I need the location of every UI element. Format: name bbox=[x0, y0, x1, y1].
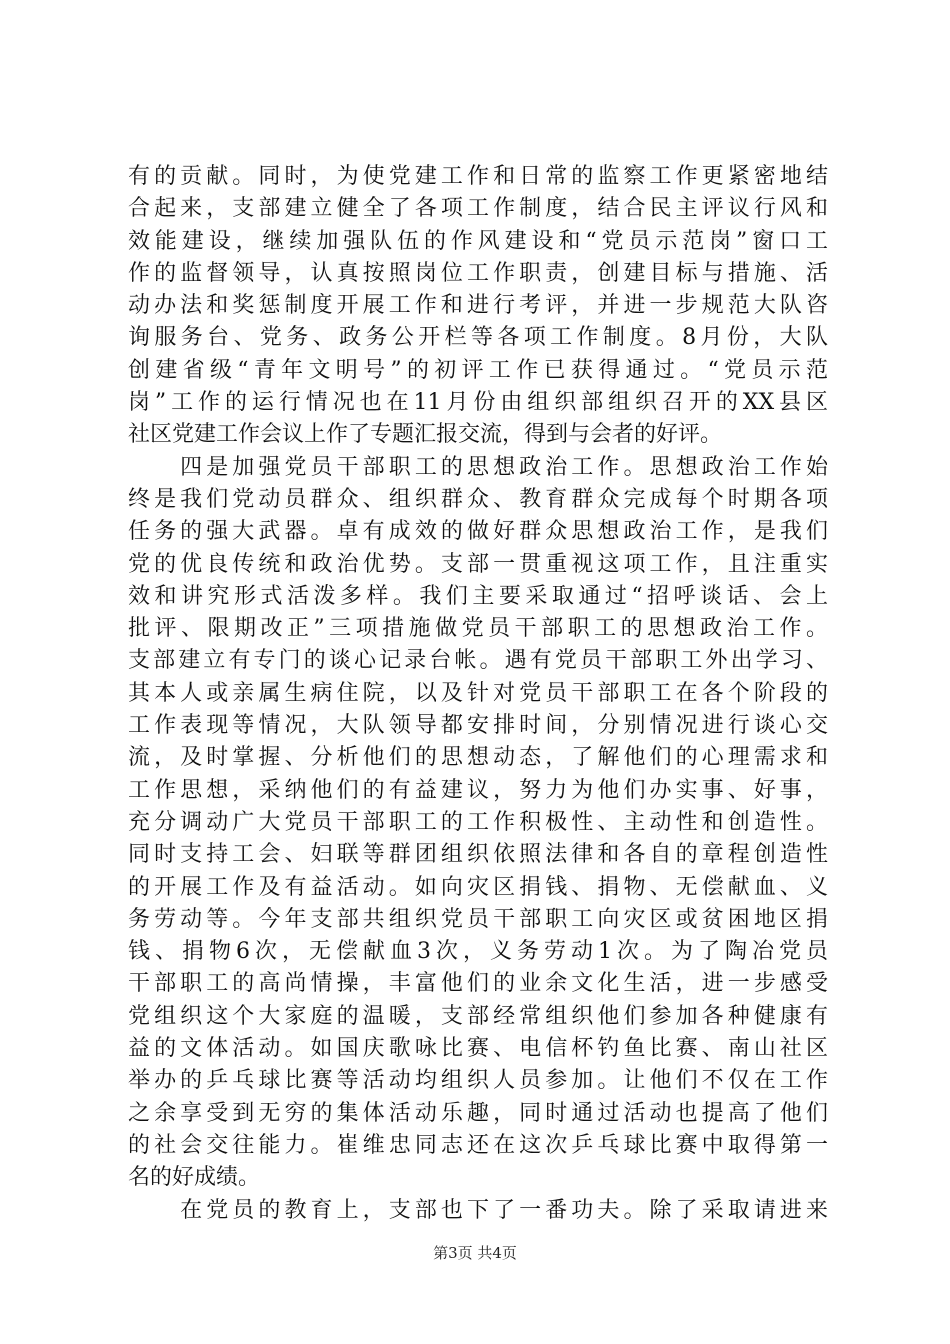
text-line: 效和讲究形式活泼多样。我们主要采取通过“招呼谈话、会上 bbox=[128, 583, 828, 609]
text-line: 流，及时掌握、分析他们的思想动态，了解他们的心理需求和 bbox=[128, 745, 828, 771]
text-line: 钱、捐物6次，无偿献血3次，义务劳动1次。为了陶冶党员 bbox=[128, 939, 828, 965]
text-line: 作的监督领导，认真按照岗位工作职责，创建目标与措施、活 bbox=[128, 260, 828, 286]
text-line: 务劳动等。今年支部共组织党员干部职工向灾区或贫困地区捐 bbox=[128, 906, 828, 932]
document-body bbox=[128, 161, 828, 1227]
text-line: 名的好成绩。 bbox=[128, 1165, 261, 1191]
text-line: 党的优良传统和政治优势。支部一贯重视这项工作，且注重实 bbox=[128, 551, 828, 577]
text-line: 有的贡献。同时，为使党建工作和日常的监察工作更紧密地结 bbox=[128, 164, 828, 189]
text-line: 同时支持工会、妇联等群团组织依照法律和各自的章程创造性 bbox=[128, 842, 828, 868]
text-line: 社区党建工作会议上作了专题汇报交流，得到与会者的好评。 bbox=[128, 422, 723, 448]
text-line: 动办法和奖惩制度开展工作和进行考评，并进一步规范大队咨 bbox=[128, 293, 828, 319]
text-line: 的开展工作及有益活动。如向灾区捐钱、捐物、无偿献血、义 bbox=[128, 874, 828, 900]
text-line: 之余享受到无穷的集体活动乐趣，同时通过活动也提高了他们 bbox=[128, 1100, 828, 1126]
text-line: 岗”工作的运行情况也在11月份由组织部组织召开的XX县区 bbox=[128, 390, 828, 416]
text-line: 充分调动广大党员干部职工的工作积极性、主动性和创造性。 bbox=[128, 809, 828, 835]
text-line: 询服务台、党务、政务公开栏等各项工作制度。8月份，大队 bbox=[128, 325, 828, 351]
text-line: 效能建设，继续加强队伍的作风建设和“党员示范岗”窗口工 bbox=[128, 228, 828, 254]
text-line: 举办的乒乓球比赛等活动均组织人员参加。让他们不仅在工作 bbox=[128, 1068, 828, 1094]
text-line: 支部建立有专门的谈心记录台帐。遇有党员干部职工外出学习、 bbox=[128, 648, 828, 674]
text-line: 益的文体活动。如国庆歌咏比赛、电信杯钓鱼比赛、南山社区 bbox=[128, 1036, 828, 1062]
page-number: 第3页 共4页 bbox=[433, 1244, 517, 1262]
text-line: 其本人或亲属生病住院，以及针对党员干部职工在各个阶段的 bbox=[128, 680, 828, 706]
text-line: 合起来，支部建立健全了各项工作制度，结合民主评议行风和 bbox=[128, 196, 828, 222]
text-line: 任务的强大武器。卓有成效的做好群众思想政治工作，是我们 bbox=[128, 519, 828, 545]
text-line: 的社会交往能力。崔维忠同志还在这次乒乓球比赛中取得第一 bbox=[128, 1132, 828, 1158]
page-footer bbox=[0, 1242, 950, 1263]
text-line: 创建省级“青年文明号”的初评工作已获得通过。“党员示范 bbox=[128, 357, 828, 383]
text-line: 党组织这个大家庭的温暖，支部经常组织他们参加各种健康有 bbox=[128, 1003, 828, 1029]
text-line: 四是加强党员干部职工的思想政治工作。思想政治工作始 bbox=[128, 454, 828, 480]
text-line: 干部职工的高尚情操，丰富他们的业余文化生活，进一步感受 bbox=[128, 971, 828, 997]
text-line: 在党员的教育上，支部也下了一番功夫。除了采取请进来 bbox=[128, 1197, 828, 1223]
text-line: 终是我们党动员群众、组织群众、教育群众完成每个时期各项 bbox=[128, 486, 828, 512]
text-line: 批评、限期改正”三项措施做党员干部职工的思想政治工作。 bbox=[128, 616, 828, 642]
text-line: 工作思想，采纳他们的有益建议，努力为他们办实事、好事， bbox=[128, 777, 828, 803]
text-line: 工作表现等情况，大队领导都安排时间，分别情况进行谈心交 bbox=[128, 713, 828, 739]
